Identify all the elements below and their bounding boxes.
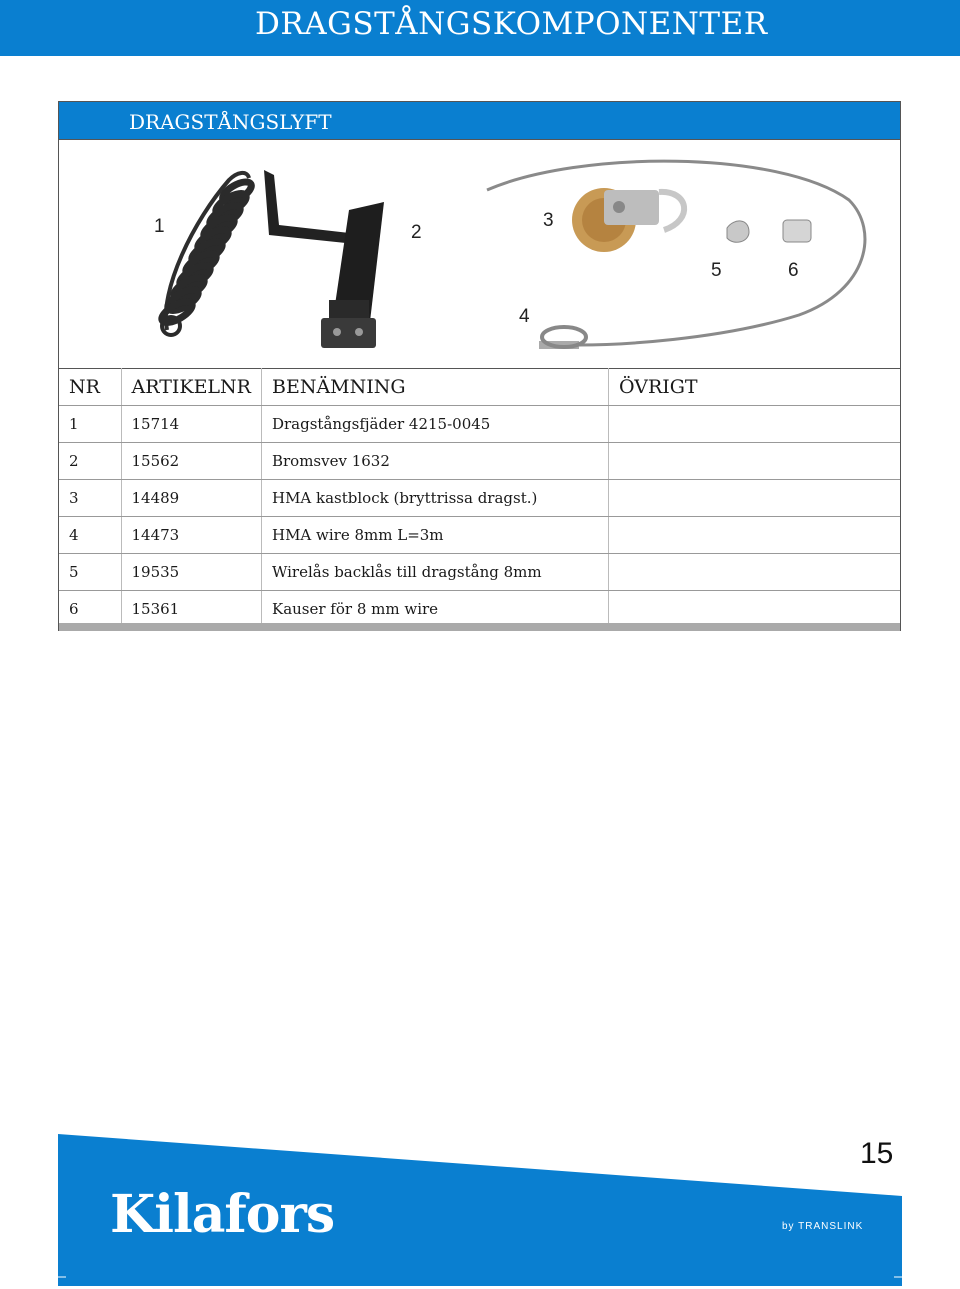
cell-benamning: HMA kastblock (bryttrissa dragst.) [261, 480, 608, 517]
cell-ovrigt [608, 591, 900, 628]
table-row [59, 517, 900, 554]
table-row [59, 480, 900, 517]
page-number: 15 [860, 1137, 894, 1170]
cell-nr: 4 [59, 517, 121, 554]
pulley-block-icon [572, 188, 684, 252]
cell-ovrigt [608, 554, 900, 591]
cell-ovrigt [608, 517, 900, 554]
thimble-icon [727, 221, 749, 242]
footer-band [58, 1134, 902, 1286]
callout-6: 6 [788, 260, 799, 281]
header-bar [0, 0, 960, 56]
wire-lock-icon [783, 220, 811, 242]
cell-ovrigt [608, 406, 900, 443]
cell-nr: 3 [59, 480, 121, 517]
cell-artikelnr: 15714 [121, 406, 261, 443]
product-illustration [59, 140, 900, 369]
cell-artikelnr: 15562 [121, 443, 261, 480]
cell-artikelnr: 19535 [121, 554, 261, 591]
callout-5: 5 [711, 260, 722, 281]
cell-nr: 1 [59, 406, 121, 443]
spring-icon [159, 173, 255, 335]
col-header-artikelnr: ARTIKELNR [121, 369, 261, 406]
col-header-benamning: BENÄMNING [261, 369, 608, 406]
section-bar [59, 102, 900, 139]
cell-nr: 6 [59, 591, 121, 628]
cell-artikelnr: 14473 [121, 517, 261, 554]
product-panel [58, 101, 901, 631]
cell-benamning: HMA wire 8mm L=3m [261, 517, 608, 554]
parts-table [59, 368, 900, 628]
table-row [59, 443, 900, 480]
callout-2: 2 [411, 222, 422, 243]
cell-benamning: Dragstångsfjäder 4215-0045 [261, 406, 608, 443]
brake-crank-icon [264, 170, 384, 348]
cell-artikelnr: 15361 [121, 591, 261, 628]
cell-benamning: Bromsvev 1632 [261, 443, 608, 480]
brand-logo: Kilafors [110, 1184, 335, 1245]
cell-nr: 2 [59, 443, 121, 480]
cell-nr: 5 [59, 554, 121, 591]
table-row [59, 554, 900, 591]
col-header-ovrigt: ÖVRIGT [608, 369, 900, 406]
cell-benamning: Wirelås backlås till dragstång 8mm [261, 554, 608, 591]
callout-4: 4 [519, 306, 530, 327]
section-title: DRAGSTÅNGSLYFT [129, 110, 332, 134]
wire-icon [487, 161, 865, 347]
cell-ovrigt [608, 443, 900, 480]
cell-artikelnr: 14489 [121, 480, 261, 517]
callout-1: 1 [154, 216, 165, 237]
table-row [59, 591, 900, 628]
product-image-area [59, 139, 900, 369]
table-row [59, 406, 900, 443]
cell-ovrigt [608, 480, 900, 517]
page-title: DRAGSTÅNGSKOMPONENTER [255, 6, 768, 42]
col-header-nr: NR [59, 369, 121, 406]
table-header-row [59, 369, 900, 406]
table-footer-rule [59, 623, 900, 631]
brand-byline: by TRANSLINK [782, 1221, 864, 1232]
callout-3: 3 [543, 210, 554, 231]
cell-benamning: Kauser för 8 mm wire [261, 591, 608, 628]
